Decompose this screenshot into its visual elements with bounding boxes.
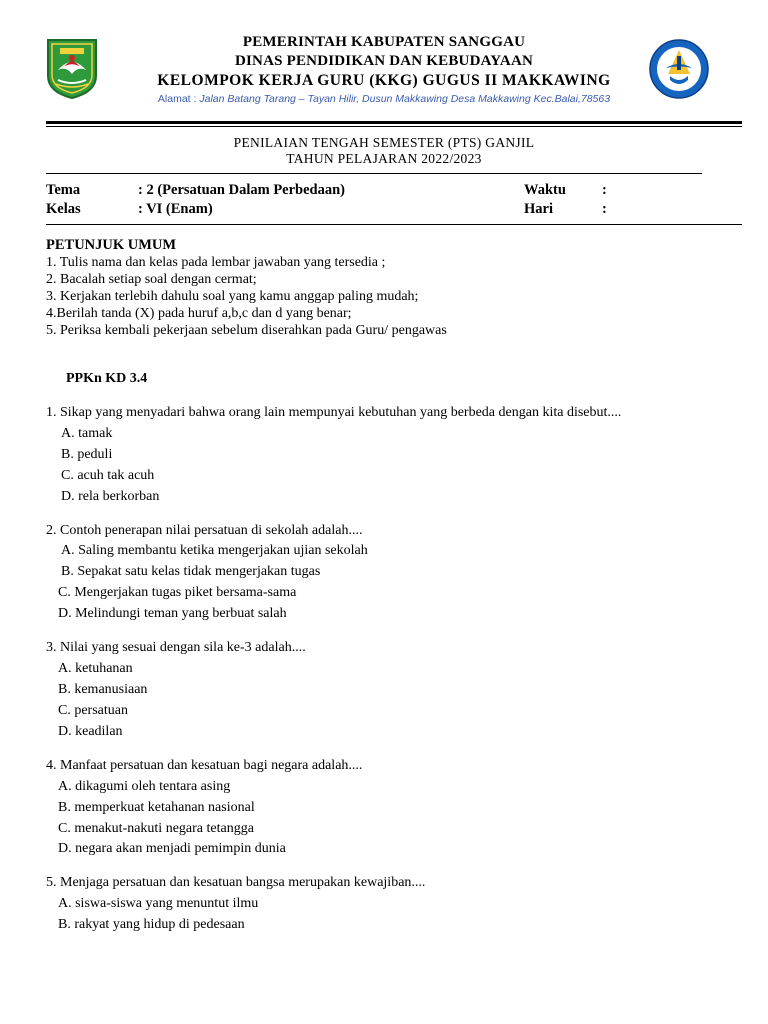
question-2-option: B. Sepakat satu kelas tidak mengerjakan tugas <box>61 564 321 579</box>
tema-value: : 2 (Persatuan Dalam Perbedaan) <box>138 182 346 198</box>
hari-label: Hari <box>524 201 553 217</box>
header-rule-thick <box>46 121 742 124</box>
question-2: 2. Contoh penerapan nilai persatuan di sekolah adalah.... <box>46 523 363 538</box>
question-3-option: D. keadilan <box>58 724 123 739</box>
tut-wuri-handayani-logo-icon <box>648 38 710 100</box>
question-3-option: C. persatuan <box>58 703 128 718</box>
question-1-option: C. acuh tak acuh <box>61 468 155 483</box>
address-text: Jalan Batang Tarang – Tayan Hilir, Dusun Makkawing Desa Makkawing Kec.Balai,78563 <box>199 93 611 105</box>
question-4: 4. Manfaat persatuan dan kesatuan bagi negara adalah.... <box>46 758 363 773</box>
address-label: Alamat : <box>157 93 200 105</box>
info-divider <box>46 224 742 225</box>
section-title: PPKn KD 3.4 <box>66 371 148 386</box>
question-5-option: B. rakyat yang hidup di pedesaan <box>58 917 245 932</box>
instruction-item: 5. Periksa kembali pekerjaan sebelum diserahkan pada Guru/ pengawas <box>46 323 447 338</box>
question-3: 3. Nilai yang sesuai dengan sila ke-3 adalah.... <box>46 640 306 655</box>
question-5: 5. Menjaga persatuan dan kesatuan bangsa merupakan kewajiban.... <box>46 875 426 890</box>
question-3-option: B. kemanusiaan <box>58 682 148 697</box>
question-4-option: D. negara akan menjadi pemimpin dunia <box>58 841 286 856</box>
instruction-item: 4.Berilah tanda (X) pada huruf a,b,c dan d yang benar; <box>46 306 352 321</box>
header-rule-thin <box>46 126 742 127</box>
question-2-option: D. Melindungi teman yang berbuat salah <box>58 606 287 621</box>
kelas-label: Kelas <box>46 201 81 217</box>
instruction-item: 1. Tulis nama dan kelas pada lembar jawaban yang tersedia ; <box>46 255 386 270</box>
question-4-option: A. dikagumi oleh tentara asing <box>58 779 231 794</box>
header-government: PEMERINTAH KABUPATEN SANGGAU <box>242 34 526 50</box>
instructions-heading: PETUNJUK UMUM <box>46 237 177 253</box>
waktu-value: : <box>602 182 607 198</box>
title-divider <box>46 173 702 174</box>
question-1: 1. Sikap yang menyadari bahwa orang lain mempunyai kebutuhan yang berbeda dengan kita disebut.... <box>46 405 622 420</box>
tema-label: Tema <box>46 182 81 198</box>
question-4-option: C. menakut-nakuti negara tetangga <box>58 821 254 836</box>
question-2-option: C. Mengerjakan tugas piket bersama-sama <box>58 585 297 600</box>
header-working-group: KELOMPOK KERJA GURU (KKG) GUGUS II MAKKAWING <box>157 72 611 89</box>
question-4-option: B. memperkuat ketahanan nasional <box>58 800 255 815</box>
kelas-value: : VI (Enam) <box>138 201 213 217</box>
waktu-label: Waktu <box>524 182 566 198</box>
hari-value: : <box>602 201 607 217</box>
question-5-option: A. siswa-siswa yang menuntut ilmu <box>58 896 259 911</box>
question-2-option: A. Saling membantu ketika mengerjakan ujian sekolah <box>61 543 368 558</box>
question-1-option: D. rela berkorban <box>61 489 160 504</box>
question-1-option: A. tamak <box>61 426 113 441</box>
exam-year: TAHUN PELAJARAN 2022/2023 <box>286 151 482 166</box>
question-3-option: A. ketuhanan <box>58 661 133 676</box>
header-department: DINAS PENDIDIKAN DAN KEBUDAYAAN <box>234 53 534 69</box>
exam-title: PENILAIAN TENGAH SEMESTER (PTS) GANJIL <box>233 135 535 150</box>
instruction-item: 3. Kerjakan terlebih dahulu soal yang kamu anggap paling mudah; <box>46 289 419 304</box>
question-1-option: B. peduli <box>61 447 113 462</box>
instruction-item: 2. Bacalah setiap soal dengan cermat; <box>46 272 257 287</box>
